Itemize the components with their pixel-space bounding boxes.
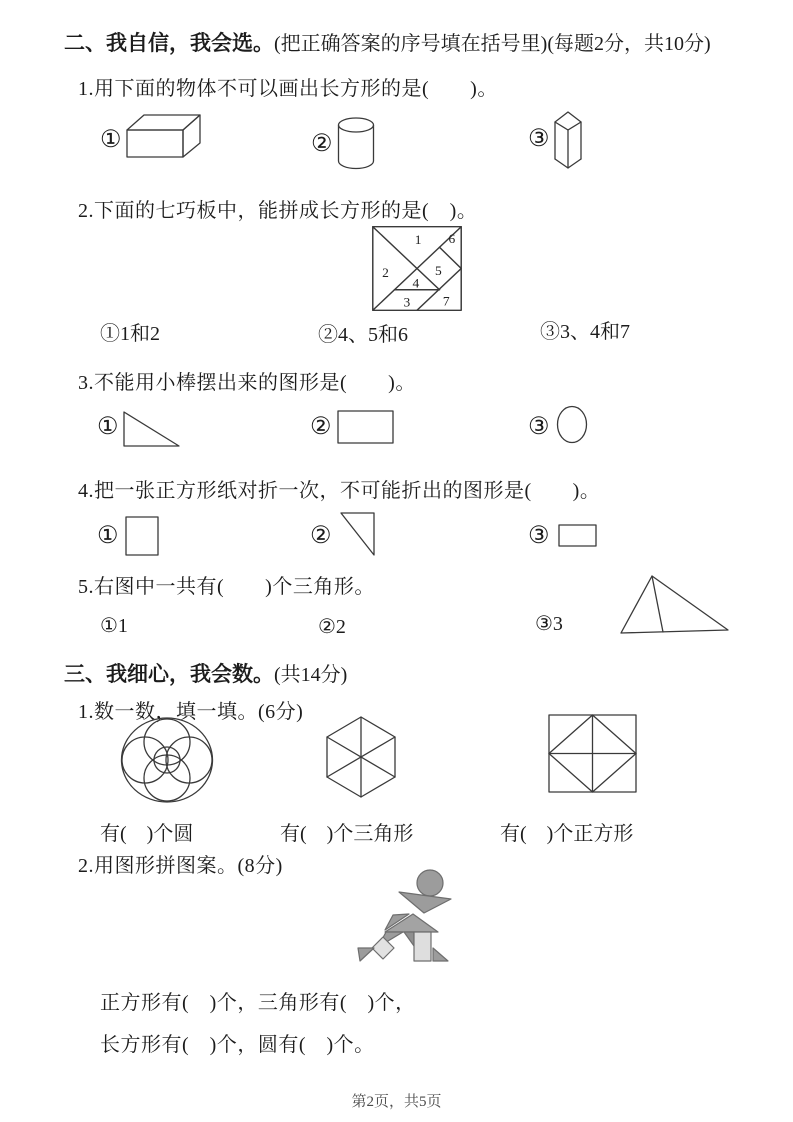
tangram-piece-label: 7	[442, 294, 450, 309]
square-shape	[125, 516, 160, 557]
section2-title-note: (把正确答案的序号填在括号里)(每题2分，共10分)	[274, 33, 711, 55]
q4-option-2-number: ②	[310, 523, 332, 549]
tangram-figure	[372, 226, 462, 311]
right-triangle-shape	[123, 411, 181, 448]
triangular-prism-shape	[554, 111, 582, 171]
section3-q1-text: 1.数一数，填一填。(6分)	[78, 701, 304, 723]
q2-option-3: ③3、4和7	[540, 321, 630, 343]
cuboid-shape	[126, 112, 204, 160]
section3-q2-text: 2.用图形拼图案。(8分)	[78, 855, 283, 877]
tangram-piece-label: 3	[403, 295, 411, 310]
tangram-piece-label: 4	[412, 275, 420, 291]
question-4-text: 4.把一张正方形纸对折一次，不可能折出的图形是( )。	[78, 480, 601, 502]
person-head-circle	[417, 870, 443, 896]
q3-option-2-number: ②	[310, 414, 332, 440]
person-hip-triangle	[404, 932, 414, 946]
section3-title: 三、我细心，我会数。	[64, 663, 274, 686]
q3-option-1-number: ①	[97, 414, 119, 440]
square-diagonals-figure	[548, 714, 638, 794]
tangram-piece-label: 5	[435, 263, 442, 278]
answer-line-1: 正方形有( )个，三角形有( )个，	[100, 992, 416, 1014]
person-leg-rectangle	[414, 932, 431, 961]
q1-option-1-number: ①	[100, 127, 122, 153]
count-squares-text: 有( )个正方形	[500, 823, 634, 845]
section3-header	[64, 658, 347, 688]
answer-line-2: 长方形有( )个，圆有( )个。	[100, 1034, 375, 1056]
circles-figure	[120, 716, 214, 806]
section3-title-note: (共14分)	[274, 664, 348, 686]
count-triangles-text: 有( )个三角形	[280, 823, 414, 845]
q5-option-2: ②2	[318, 616, 346, 638]
tangram-piece-label: 1	[414, 232, 422, 247]
tangram-person-figure	[330, 868, 490, 980]
section2-header	[64, 27, 711, 57]
question-5-text: 5.右图中一共有( )个三角形。	[78, 576, 375, 598]
q3-option-3-number: ③	[528, 414, 550, 440]
small-rectangle-shape	[558, 524, 598, 548]
count-circles-text: 有( )个圆	[100, 823, 194, 845]
q5-option-3: ③3	[535, 613, 563, 635]
triangle-figure	[618, 568, 736, 640]
q1-option-2-number: ②	[311, 131, 333, 157]
person-right-foot-triangle	[433, 948, 448, 961]
cylinder-shape	[337, 116, 375, 170]
rectangle-shape	[337, 410, 395, 445]
question-3-text: 3.不能用小棒摆出来的图形是( )。	[78, 372, 416, 394]
hexagon-figure	[325, 716, 397, 798]
person-left-foot-triangle	[358, 948, 374, 961]
circle-shape	[556, 405, 588, 444]
section2-title: 二、我自信，我会选。	[64, 32, 274, 55]
q2-option-2: ②4、5和6	[318, 324, 408, 346]
folded-triangle-shape	[340, 512, 377, 557]
question-1-text: 1.用下面的物体不可以画出长方形的是( )。	[78, 78, 498, 100]
page-footer: 第2页，共5页	[351, 1094, 442, 1110]
q4-option-3-number: ③	[528, 523, 550, 549]
tangram-piece-label: 6	[448, 231, 456, 246]
tangram-piece-label: 2	[382, 265, 389, 280]
q4-option-1-number: ①	[97, 523, 119, 549]
person-shoulder-triangle	[399, 892, 451, 913]
q5-option-1: ①1	[100, 615, 128, 637]
q1-option-3-number: ③	[528, 126, 550, 152]
q2-option-1: ①1和2	[100, 323, 160, 345]
person-knee-square	[372, 937, 394, 959]
question-2-text: 2.下面的七巧板中，能拼成长方形的是( )。	[78, 200, 478, 222]
